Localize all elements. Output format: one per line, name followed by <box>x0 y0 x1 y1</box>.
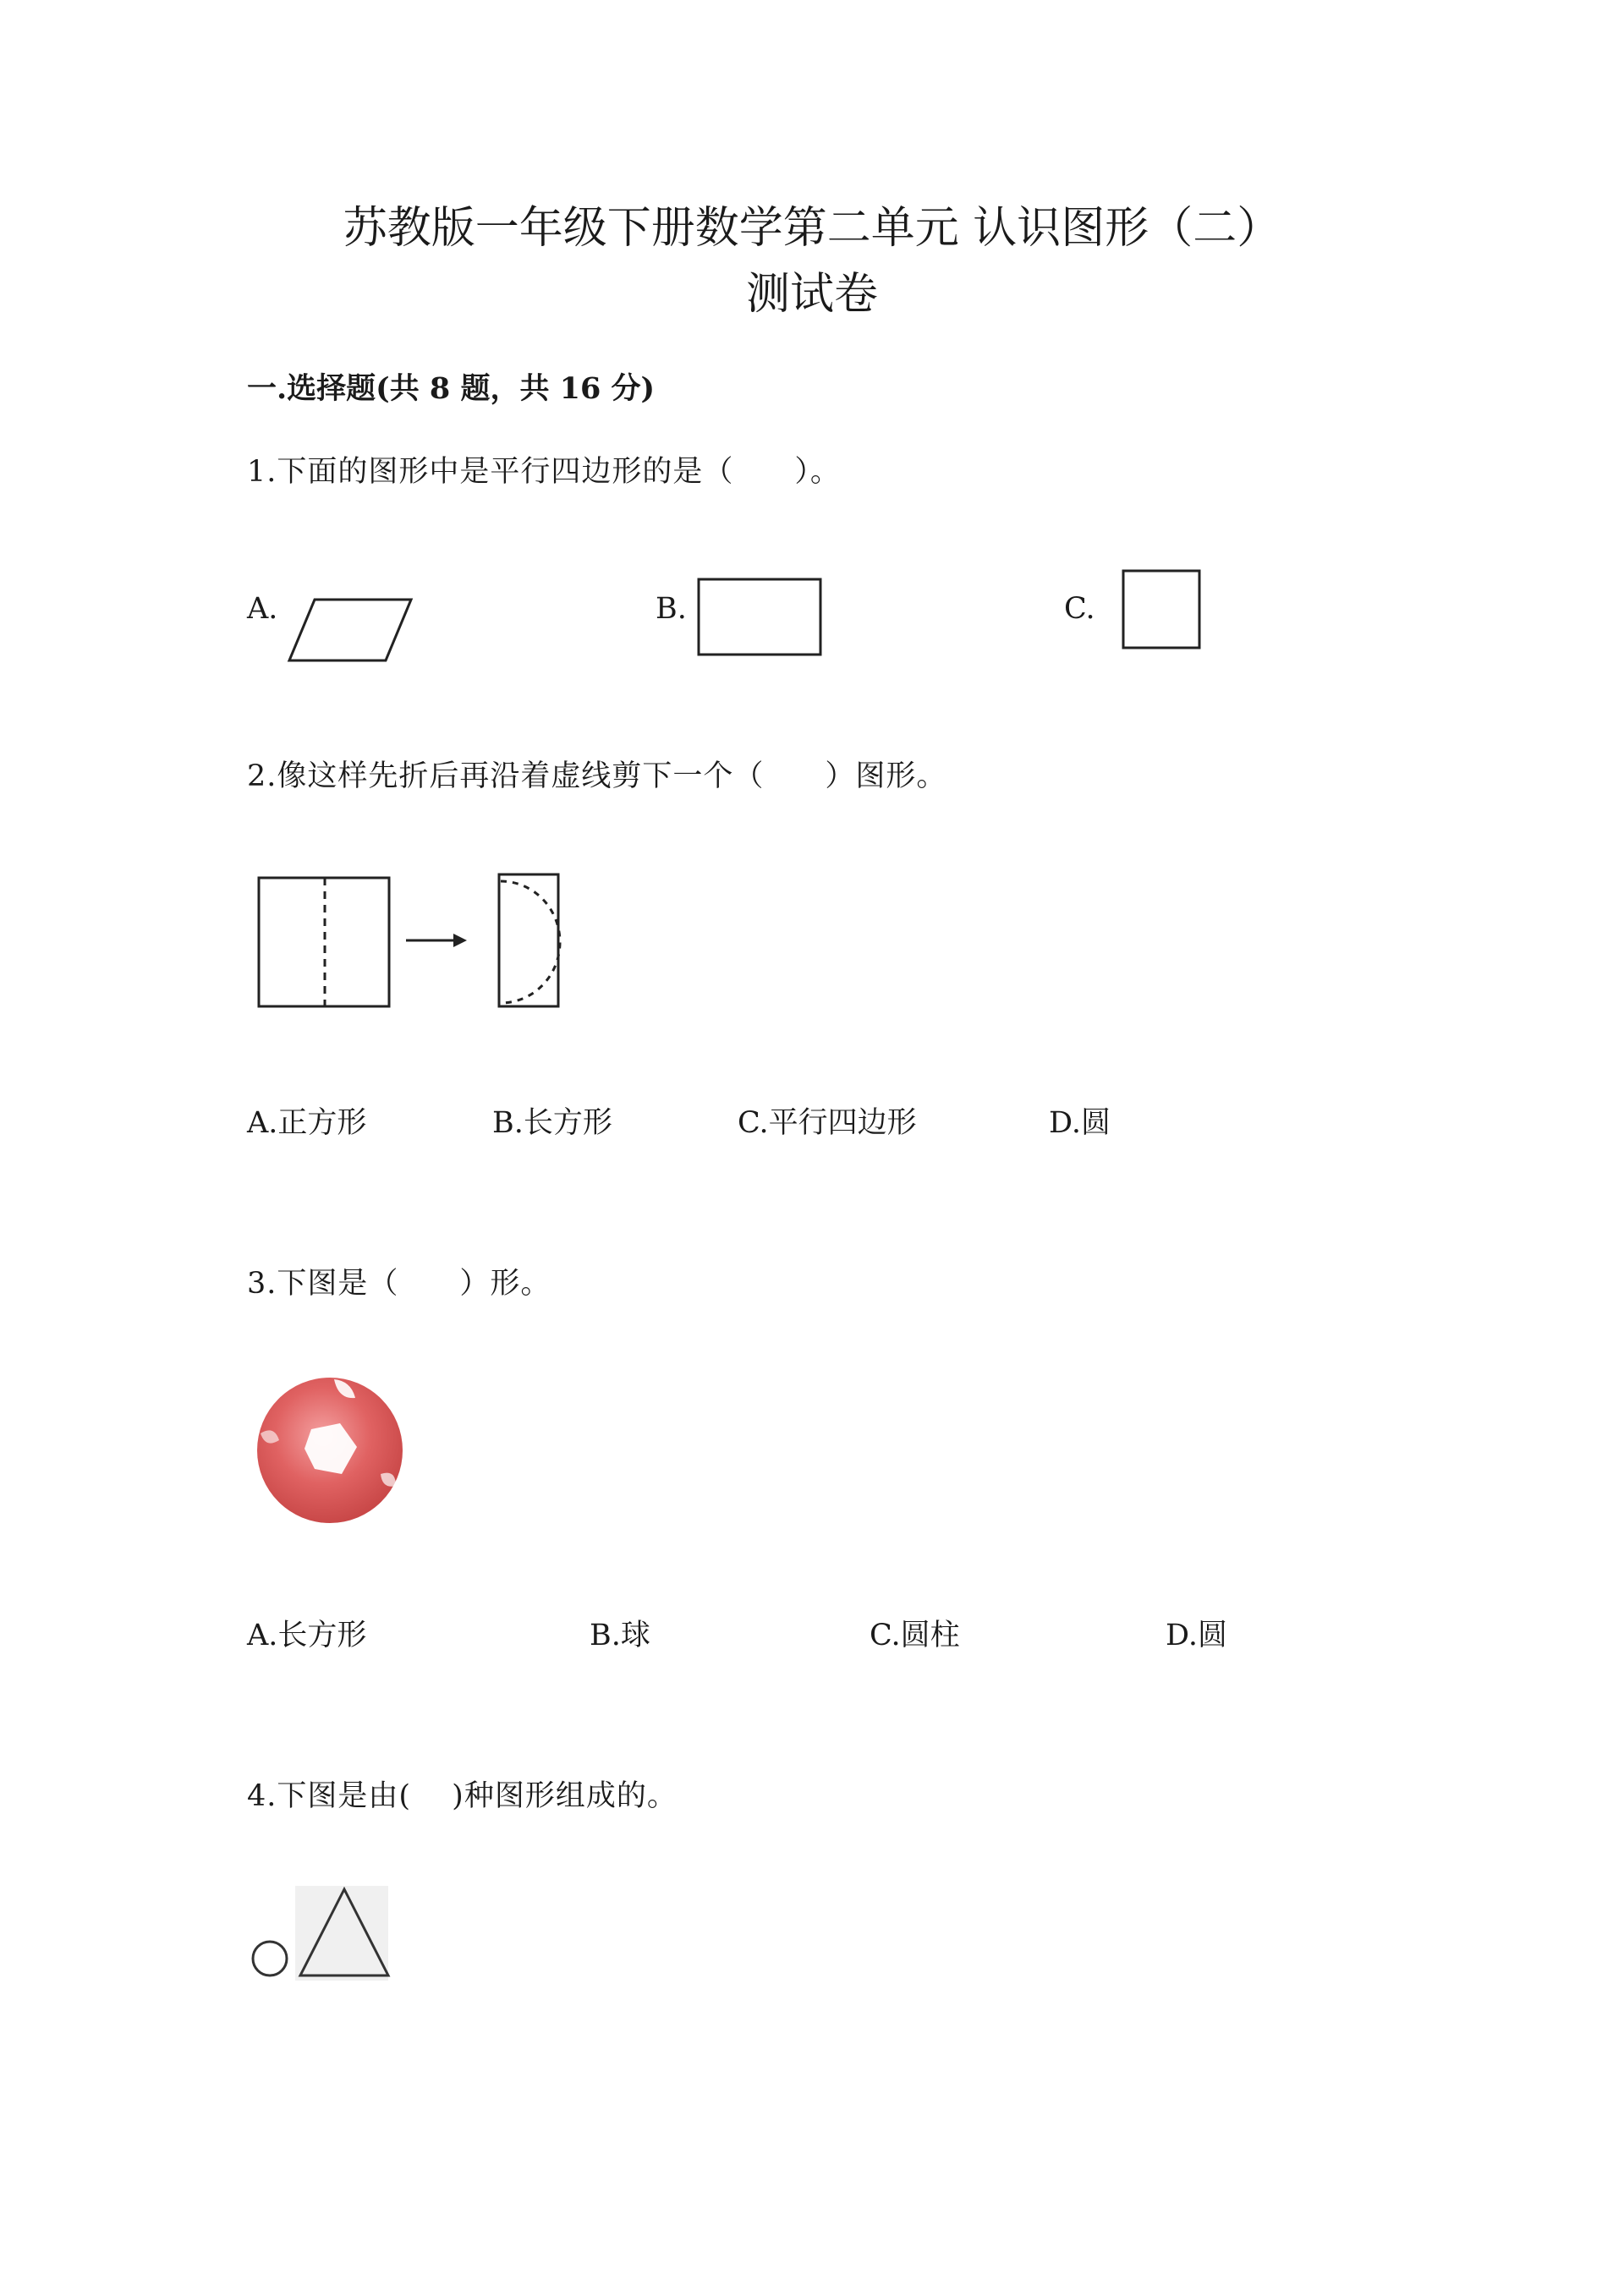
q1-parallelogram-figure <box>288 596 414 664</box>
question-1-stem: 1.下面的图形中是平行四边形的是（ ）。 <box>247 455 841 489</box>
q3-option-b: B.球 <box>590 1619 650 1652</box>
question-4-stem: 4.下图是由( )种图形组成的。 <box>247 1779 678 1813</box>
q2-option-b: B.长方形 <box>492 1106 612 1140</box>
q3-option-c: C.圆柱 <box>870 1619 960 1652</box>
question-3-stem: 3.下图是（ ）形。 <box>247 1267 551 1301</box>
question-2-stem: 2.像这样先折后再沿着虚线剪下一个（ ）图形。 <box>247 759 947 793</box>
q1-option-b-label: B. <box>656 592 687 626</box>
q1-square-figure <box>1122 569 1202 649</box>
q3-option-a: A.长方形 <box>247 1619 367 1652</box>
section-heading: 一.选择题(共 8 题，共 16 分) <box>247 371 656 406</box>
q1-option-a-label: A. <box>247 592 278 626</box>
q1-rectangle-figure <box>697 578 824 658</box>
q2-option-d: D.圆 <box>1049 1106 1111 1140</box>
page-title-line2: 测试卷 <box>745 269 878 320</box>
q1-option-c-label: C. <box>1064 592 1095 626</box>
q2-option-a: A.正方形 <box>247 1106 367 1140</box>
q4-shapes-figure <box>250 1884 393 1986</box>
page-title-line1: 苏教版一年级下册数学第二单元 认识图形（二） <box>343 203 1281 254</box>
q3-option-d: D.圆 <box>1166 1619 1227 1652</box>
q2-folding-diagram <box>254 871 567 1015</box>
q3-ball-picture <box>254 1374 406 1526</box>
q2-option-c: C.平行四边形 <box>738 1106 917 1140</box>
